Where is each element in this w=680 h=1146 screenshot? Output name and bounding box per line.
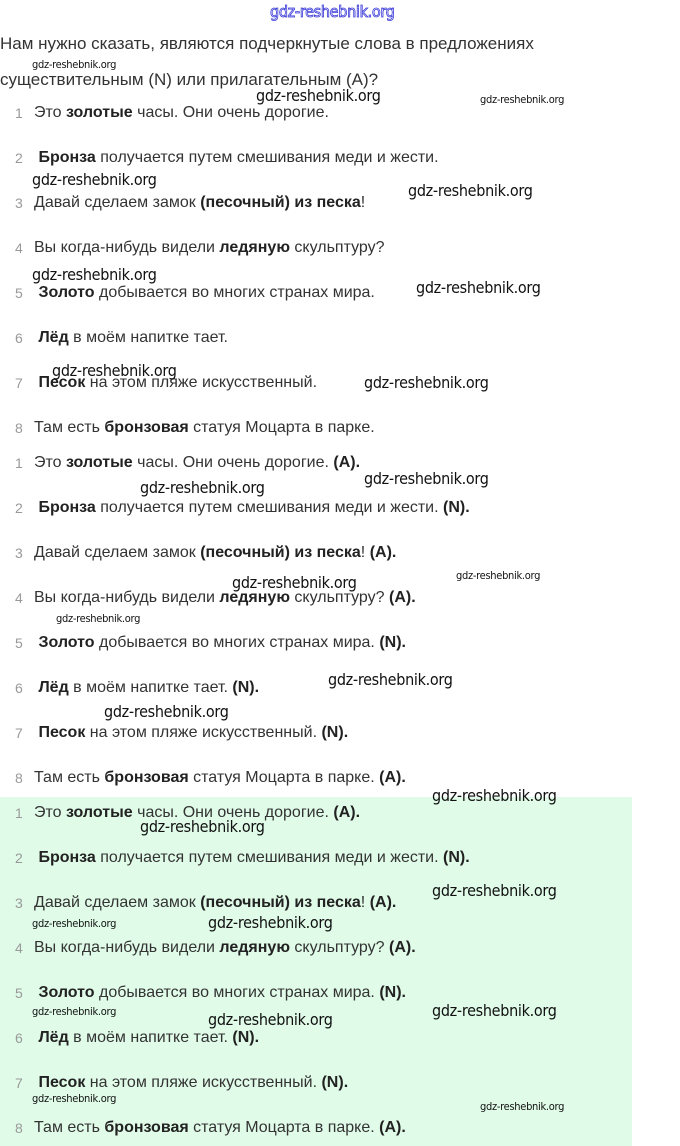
- sentence-number: 3: [15, 195, 23, 211]
- sentence-segment: в моём напитке тает.: [68, 679, 228, 696]
- answer-label: (N): [443, 849, 466, 866]
- highlighted-word: Бронза: [38, 149, 96, 166]
- sentence-number: 7: [15, 725, 23, 741]
- question-line-1: Нам нужно сказать, являются подчеркнутые слова в предложениях: [0, 34, 534, 53]
- sentence-number: 8: [15, 420, 23, 436]
- sentence-segment: Давай сделаем замок: [34, 194, 201, 211]
- answer-label: (N): [321, 1074, 344, 1091]
- sentence-number: 1: [15, 455, 23, 471]
- sentence-segment: Это: [34, 454, 66, 471]
- highlighted-word: золотые: [66, 804, 133, 821]
- sentence-segment: Там есть: [34, 769, 105, 786]
- watermark: gdz-reshebnik.org: [32, 1092, 117, 1105]
- highlighted-word: бронзовая: [104, 419, 189, 436]
- answer-period: .: [401, 984, 406, 1001]
- watermark: gdz-reshebnik.org: [208, 913, 333, 932]
- sentence-number: 7: [15, 1075, 23, 1091]
- sentence-number: 2: [15, 150, 23, 166]
- answer-period: .: [391, 894, 397, 911]
- sentence-segment: на этом пляже искусственный.: [85, 374, 318, 391]
- sentence-segment: часы. Они очень дорогие.: [132, 104, 329, 121]
- answer-period: .: [254, 1029, 260, 1046]
- sentence-segment: Это: [34, 104, 66, 121]
- sentence-text: [34, 499, 470, 517]
- highlighted-word: Золото: [38, 284, 95, 301]
- sentence-number: 8: [15, 1120, 23, 1136]
- answer-period: .: [343, 1074, 349, 1091]
- watermark: gdz-reshebnik.org: [52, 361, 177, 380]
- sentence-text: [34, 894, 396, 912]
- answer-period: .: [391, 544, 397, 561]
- sentence-segment: получается путем смешивания меди и жести.: [95, 499, 439, 516]
- sentence-segment: Вы когда-нибудь видели: [34, 939, 220, 956]
- answer-label: (N): [232, 1029, 255, 1046]
- watermark: gdz-reshebnik.org: [256, 86, 381, 105]
- sentence-text: [34, 634, 406, 652]
- watermark: gdz-reshebnik.org: [32, 265, 157, 284]
- sentence-text: [34, 104, 329, 122]
- sentence-number: 6: [15, 1030, 23, 1046]
- sentence-segment: получается путем смешивания меди и жести.: [95, 849, 439, 866]
- highlighted-word: (песочный) из песка: [200, 544, 361, 561]
- watermark: gdz-reshebnik.org: [208, 1010, 333, 1029]
- sentence-text: [34, 1029, 259, 1047]
- answer-label: (A): [369, 544, 392, 561]
- highlighted-word: бронзовая: [104, 769, 189, 786]
- sentence-text: [34, 939, 416, 957]
- sentence-segment: добывается во многих странах мира.: [94, 284, 375, 301]
- sentence-segment: часы. Они очень дорогие.: [132, 454, 329, 471]
- sentence-text: [34, 544, 396, 562]
- sentence-text: [34, 239, 385, 257]
- sentence-segment: !: [360, 544, 366, 561]
- answer-period: .: [254, 679, 260, 696]
- answer-label: (A): [379, 769, 402, 786]
- sentence-number: 6: [15, 680, 23, 696]
- sentence-segment: в моём напитке тает.: [68, 1029, 228, 1046]
- watermark: gdz-reshebnik.org: [32, 917, 117, 930]
- sentence-text: [34, 284, 375, 302]
- sentence-text: [34, 149, 439, 167]
- answer-label: (N): [232, 679, 255, 696]
- answer-label: (A): [333, 454, 356, 471]
- highlighted-word: Бронза: [38, 499, 96, 516]
- highlighted-word: ледяную: [219, 939, 290, 956]
- watermark: gdz-reshebnik.org: [56, 612, 141, 625]
- sentence-segment: !: [360, 194, 366, 211]
- sentence-segment: скульптуру?: [289, 939, 385, 956]
- sentence-text: [34, 769, 406, 787]
- highlighted-word: Бронза: [38, 849, 96, 866]
- sentence-text: [34, 194, 365, 212]
- answer-label: (A): [333, 804, 356, 821]
- sentence-text: [34, 1074, 348, 1092]
- answer-label: (N): [443, 499, 466, 516]
- highlighted-word: ледяную: [219, 239, 290, 256]
- sentence-text: [34, 419, 375, 437]
- answer-label: (A): [379, 1119, 402, 1136]
- sentence-segment: статуя Моцарта в парке.: [188, 1119, 375, 1136]
- sentence-segment: статуя Моцарта в парке.: [188, 769, 375, 786]
- highlighted-word: бронзовая: [104, 1119, 189, 1136]
- answer-period: .: [401, 634, 406, 651]
- highlighted-word: (песочный) из песка: [200, 194, 361, 211]
- sentence-segment: Давай сделаем замок: [34, 894, 201, 911]
- answer-period: .: [465, 499, 470, 516]
- sentence-segment: на этом пляже искусственный.: [85, 724, 318, 741]
- highlighted-word: Золото: [38, 634, 95, 651]
- sentence-number: 8: [15, 770, 23, 786]
- watermark: gdz-reshebnik.org: [408, 181, 533, 200]
- answer-label: (A): [389, 939, 412, 956]
- sentence-segment: Вы когда-нибудь видели: [34, 589, 220, 606]
- watermark: gdz-reshebnik.org: [480, 93, 565, 106]
- watermark: gdz-reshebnik.org: [32, 58, 117, 71]
- sentence-segment: Там есть: [34, 1119, 105, 1136]
- watermark: gdz-reshebnik.org: [232, 573, 357, 592]
- sentence-number: 5: [15, 285, 23, 301]
- sentence-segment: Это: [34, 804, 66, 821]
- sentence-text: [34, 849, 470, 867]
- highlighted-word: (песочный) из песка: [200, 894, 361, 911]
- answer-period: .: [343, 724, 349, 741]
- sentence-number: 1: [15, 105, 23, 121]
- watermark: gdz-reshebnik.org: [32, 170, 157, 189]
- sentence-number: 2: [15, 850, 23, 866]
- sentence-text: [34, 984, 406, 1002]
- sentence-segment: на этом пляже искусственный.: [85, 1074, 318, 1091]
- answer-period: .: [411, 589, 416, 606]
- sentence-segment: Давай сделаем замок: [34, 544, 201, 561]
- answer-period: .: [355, 454, 361, 471]
- sentence-segment: !: [360, 894, 366, 911]
- answer-label: (A): [369, 894, 392, 911]
- watermark: gdz-reshebnik.org: [140, 817, 265, 836]
- answer-period: .: [401, 1119, 406, 1136]
- watermark: gdz-reshebnik.org: [328, 670, 453, 689]
- sentence-text: [34, 1119, 406, 1137]
- highlighted-word: Песок: [38, 1074, 86, 1091]
- sentence-number: 5: [15, 635, 23, 651]
- sentence-text: [34, 329, 228, 347]
- sentence-segment: часы. Они очень дорогие.: [132, 804, 329, 821]
- watermark: gdz-reshebnik.org: [32, 1005, 117, 1018]
- sentence-segment: Там есть: [34, 419, 105, 436]
- sentence-number: 4: [15, 240, 23, 256]
- highlighted-word: Песок: [38, 724, 86, 741]
- watermark: gdz-reshebnik.org: [364, 469, 489, 488]
- sentence-text: [34, 724, 348, 742]
- sentence-number: 4: [15, 590, 23, 606]
- sentence-segment: получается путем смешивания меди и жести.: [95, 149, 439, 166]
- answer-period: .: [401, 769, 406, 786]
- answer-period: .: [465, 849, 470, 866]
- sentence-segment: Вы когда-нибудь видели: [34, 239, 220, 256]
- highlighted-word: ледяную: [219, 589, 290, 606]
- sentence-segment: скульптуру?: [289, 589, 385, 606]
- answer-label: (A): [389, 589, 412, 606]
- answer-label: (N): [379, 634, 402, 651]
- question-line-2: существительным (N) или прилагательным (A)?: [0, 70, 379, 89]
- sentence-segment: добывается во многих странах мира.: [94, 634, 375, 651]
- sentence-number: 2: [15, 500, 23, 516]
- watermark: gdz-reshebnik.org: [432, 786, 557, 805]
- sentence-segment: скульптуру?: [289, 239, 385, 256]
- watermark: gdz-reshebnik.org: [416, 278, 541, 297]
- highlighted-word: Золото: [38, 984, 95, 1001]
- sentence-segment: статуя Моцарта в парке.: [188, 419, 375, 436]
- answer-label: (N): [379, 984, 402, 1001]
- watermark: gdz-reshebnik.org: [456, 569, 541, 582]
- sentence-segment: добывается во многих странах мира.: [94, 984, 375, 1001]
- highlighted-word: золотые: [66, 454, 133, 471]
- watermark: gdz-reshebnik.org: [104, 702, 229, 721]
- sentence-segment: в моём напитке тает.: [68, 329, 228, 346]
- sentence-text: [34, 454, 360, 472]
- answer-period: .: [411, 939, 416, 956]
- answer-label: (N): [321, 724, 344, 741]
- watermark: gdz-reshebnik.org: [364, 373, 489, 392]
- highlighted-word: Лёд: [38, 329, 69, 346]
- watermark: gdz-reshebnik.org: [432, 1001, 557, 1020]
- sentence-number: 4: [15, 940, 23, 956]
- watermark-header: gdz-reshebnik.org: [270, 2, 395, 21]
- sentence-number: 7: [15, 375, 23, 391]
- sentence-number: 3: [15, 895, 23, 911]
- watermark: gdz-reshebnik.org: [432, 881, 557, 900]
- answer-period: .: [355, 804, 361, 821]
- sentence-number: 3: [15, 545, 23, 561]
- watermark: gdz-reshebnik.org: [140, 478, 265, 497]
- highlighted-word: золотые: [66, 104, 133, 121]
- sentence-number: 5: [15, 985, 23, 1001]
- sentence-number: 6: [15, 330, 23, 346]
- sentence-text: [34, 589, 416, 607]
- highlighted-word: Песок: [38, 374, 86, 391]
- watermark: gdz-reshebnik.org: [480, 1100, 565, 1113]
- sentence-number: 1: [15, 805, 23, 821]
- highlighted-word: Лёд: [38, 1029, 69, 1046]
- sentence-text: [34, 679, 259, 697]
- highlighted-word: Лёд: [38, 679, 69, 696]
